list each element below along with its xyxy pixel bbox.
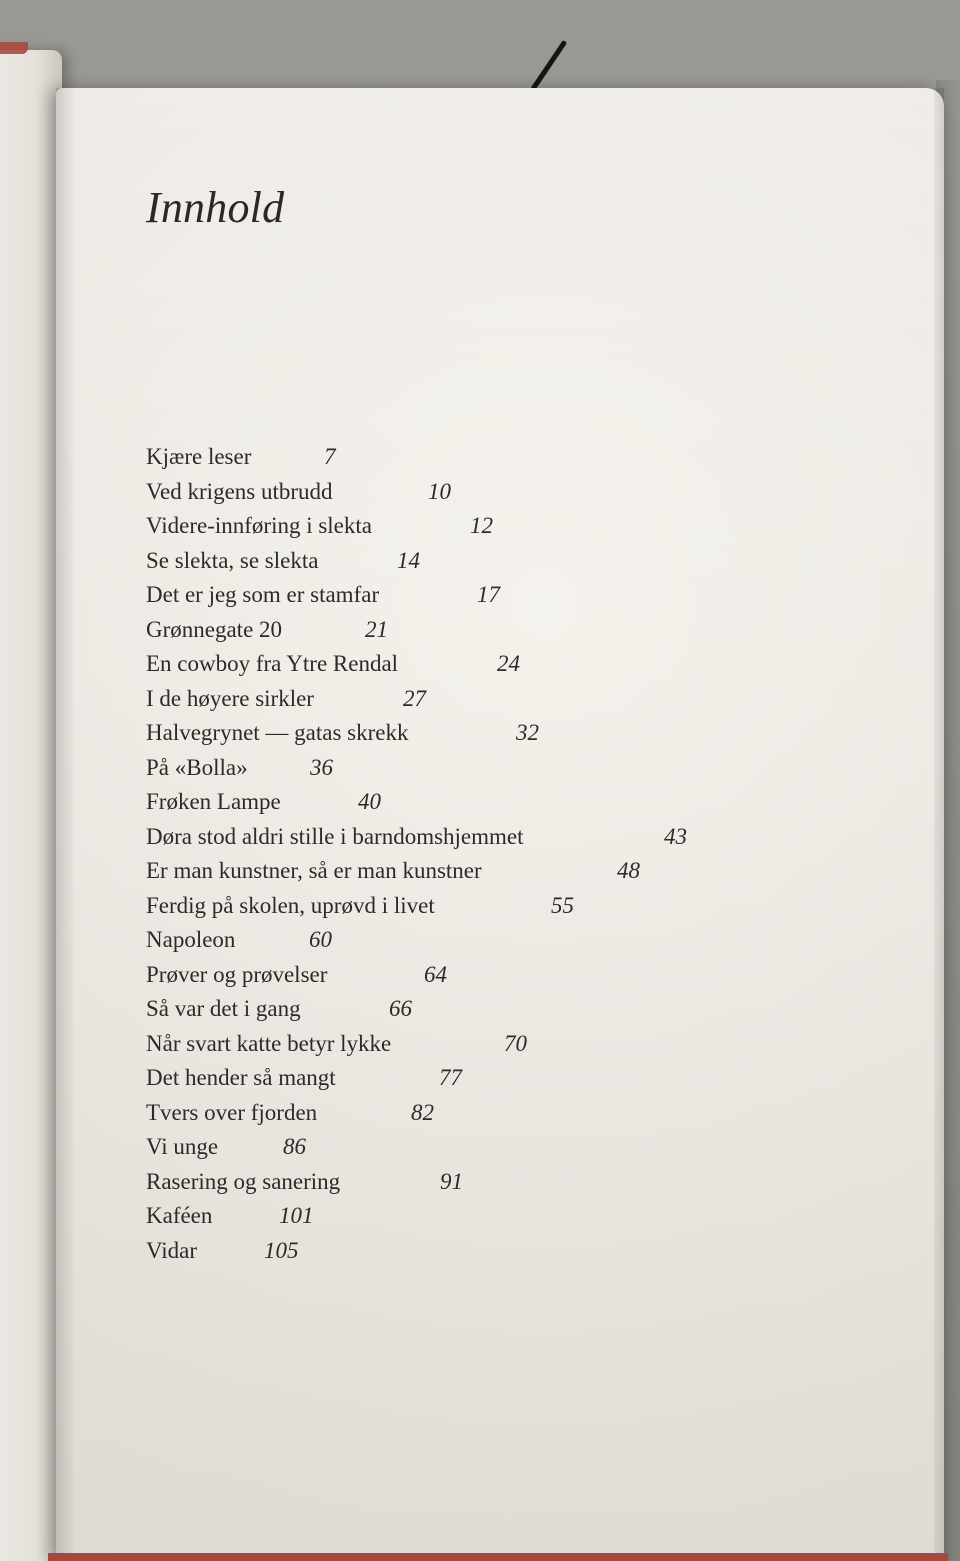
toc-entry-title: Kjære leser: [146, 444, 252, 469]
toc-entry-title: På «Bolla»: [146, 754, 248, 780]
toc-entry-page: 40: [358, 789, 381, 814]
toc-entry-page: 105: [264, 1237, 299, 1263]
toc-entry-page: 21: [365, 616, 388, 642]
toc-entry-title: Ferdig på skolen, uprøvd i livet: [146, 892, 435, 918]
toc-entry: [146, 544, 906, 579]
left-page-edge: [0, 50, 62, 1561]
toc-entry-title: Er man kunstner, så er man kunstner: [146, 858, 482, 883]
left-cover-edge: [0, 42, 28, 54]
toc-entry-page: 32: [516, 720, 539, 745]
toc-entry: [146, 647, 906, 682]
toc-entry: [146, 923, 906, 958]
toc-entry: [146, 1234, 906, 1269]
toc-entry-page: 7: [324, 444, 336, 469]
toc-entry-title: Vidar: [146, 1237, 197, 1263]
bottom-cover-edge: [48, 1553, 948, 1561]
toc-entry-title: Rasering og sanering: [146, 1168, 341, 1194]
bookmark-ribbon: [531, 40, 568, 91]
toc-entry: [146, 1027, 906, 1062]
toc-entry: [146, 1061, 906, 1096]
toc-entry-title: Vi unge: [146, 1134, 219, 1159]
toc-entry-page: 14: [397, 547, 420, 573]
toc-entry-page: 12: [470, 513, 493, 538]
toc-entry: [146, 751, 906, 786]
toc-entry: [146, 578, 906, 613]
toc-entry-title: Så var det i gang: [146, 996, 301, 1021]
toc-entry-title: I de høyere sirkler: [146, 685, 314, 711]
toc-entry-title: Halvegrynet — gatas skrekk: [146, 720, 409, 745]
toc-entry: [146, 1165, 906, 1200]
toc-entry-title: Kaféen: [146, 1203, 213, 1228]
toc-entry: [146, 1130, 906, 1165]
toc-entry-page: 27: [403, 685, 426, 711]
toc-entry-page: 17: [477, 582, 500, 607]
toc-entry: [146, 716, 906, 751]
page-title: Innhold: [146, 183, 285, 232]
toc-entry-title: Tvers over fjorden: [146, 1099, 318, 1125]
toc-entry-title: Se slekta, se slekta: [146, 547, 319, 573]
table-of-contents: [146, 440, 906, 1268]
toc-entry: [146, 992, 906, 1027]
toc-entry-page: 10: [428, 478, 451, 504]
toc-entry-title: Frøken Lampe: [146, 789, 281, 814]
toc-entry: [146, 889, 906, 924]
toc-entry-page: 86: [283, 1134, 306, 1159]
toc-entry-page: 24: [497, 651, 520, 676]
toc-entry-page: 70: [504, 1030, 527, 1056]
toc-entry-title: En cowboy fra Ytre Rendal: [146, 651, 399, 676]
toc-entry-title: Prøver og prøvelser: [146, 961, 328, 987]
toc-entry-title: Ved krigens utbrudd: [146, 478, 333, 504]
toc-entry-title: Det er jeg som er stamfar: [146, 582, 380, 607]
toc-entry-page: 36: [310, 754, 333, 780]
toc-entry: [146, 1199, 906, 1234]
toc-entry-page: 43: [664, 823, 687, 849]
toc-entry-title: Videre-innføring i slekta: [146, 513, 372, 538]
toc-entry-page: 82: [411, 1099, 434, 1125]
toc-entry: [146, 1096, 906, 1131]
toc-entry-title: Det hender så mangt: [146, 1065, 336, 1090]
toc-entry: [146, 682, 906, 717]
toc-entry-page: 101: [279, 1203, 314, 1228]
toc-entry-title: Døra stod aldri stille i barndomshjemmet: [146, 823, 524, 849]
toc-entry: [146, 820, 906, 855]
toc-entry-page: 64: [424, 961, 447, 987]
toc-entry-page: 91: [440, 1168, 463, 1194]
toc-entry-page: 66: [389, 996, 412, 1021]
toc-entry: [146, 509, 906, 544]
toc-entry: [146, 613, 906, 648]
toc-entry-title: Napoleon: [146, 927, 236, 952]
toc-entry: [146, 958, 906, 993]
toc-entry-title: Når svart katte betyr lykke: [146, 1030, 392, 1056]
toc-entry: [146, 440, 906, 475]
contents-page: [56, 88, 944, 1561]
toc-entry-title: Grønnegate 20: [146, 616, 283, 642]
toc-entry-page: 48: [617, 858, 640, 883]
toc-entry: [146, 854, 906, 889]
toc-entry-page: 55: [551, 892, 574, 918]
toc-entry-page: 77: [439, 1065, 462, 1090]
toc-entry: [146, 785, 906, 820]
toc-entry-page: 60: [309, 927, 332, 952]
toc-entry: [146, 475, 906, 510]
